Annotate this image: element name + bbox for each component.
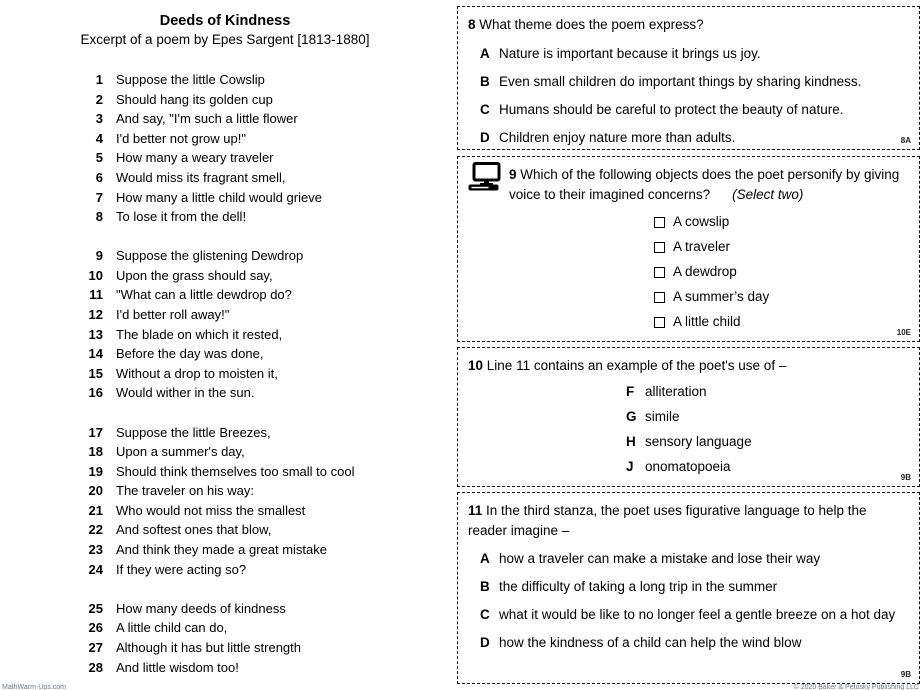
checkbox-label: A traveler [673,239,731,254]
line-text: Suppose the glistening Dewdrop [116,248,304,264]
line-number: 5 [95,150,103,166]
checkbox-option-dewdrop[interactable] [654,263,909,281]
line-number: 21 [88,502,103,518]
option-letter: D [480,129,490,145]
line-text: Should hang its golden cup [116,91,273,107]
option-text: sensory language [645,433,752,449]
line-text: If they were acting so? [116,561,247,577]
poem-line [0,207,450,227]
poem-line [0,618,450,638]
question-9-box [457,156,920,342]
line-text: Who would not miss the smallest [116,502,306,518]
poem-line [0,168,450,188]
line-number: 23 [88,542,103,558]
poem-line [0,599,450,619]
option-letter: A [480,45,490,61]
poem-line [0,383,450,403]
checkbox-icon[interactable] [654,242,665,253]
poem-line [0,481,450,501]
poem-line [0,638,450,658]
poem-body [0,70,450,677]
poem-title: Deeds of Kindness [159,13,291,29]
line-number: 20 [88,483,103,499]
line-text: Upon the grass should say, [116,267,273,283]
line-text: Would wither in the sun. [116,385,255,401]
poem-line [0,560,450,580]
poem-line [0,285,450,305]
poem-line [0,462,450,482]
question-9-text [468,165,909,204]
option-text: simile [645,408,680,424]
checkbox-option-little-child[interactable] [654,313,909,331]
poem-line [0,305,450,325]
stanza-1 [0,70,450,227]
question-stem: In the third stanza, the poet uses figurative language to help the reader imagine – [468,503,867,538]
line-number: 12 [88,307,103,323]
line-number: 11 [89,287,103,303]
checkbox-option-summers-day[interactable] [654,288,909,306]
option-letter: F [626,383,635,399]
line-number: 25 [88,600,103,616]
question-stem: Line 11 contains an example of the poet's use of – [486,358,787,373]
question-11-options [468,549,909,652]
checkbox-label: A little child [673,314,741,329]
line-text: "What can a little dewdrop do? [116,287,292,303]
item-code-badge: 9B [900,473,911,482]
line-number: 8 [95,209,103,225]
line-number: 22 [88,522,103,538]
question-number: 9 [509,167,517,182]
poem-line [0,344,450,364]
option-text: Even small children do important things by sharing kindness. [499,73,862,89]
line-number: 24 [88,561,103,577]
question-11-box [457,492,920,684]
line-number: 7 [95,189,103,205]
line-text: Upon a summer's day, [116,444,245,460]
line-number: 13 [88,326,103,342]
line-number: 2 [95,91,103,107]
poem-line [0,129,450,149]
item-code-badge: 10E [896,328,911,337]
line-text: Without a drop to moisten it, [116,365,278,381]
question-8-box [457,6,920,150]
answer-option-c [468,605,909,624]
option-letter: G [626,408,637,424]
line-text: Suppose the little Breezes, [116,424,271,440]
line-number: 6 [95,169,103,185]
checkbox-icon[interactable] [654,217,665,228]
checkbox-label: A cowslip [673,214,730,229]
option-letter: B [480,73,490,89]
line-text: And say, "I'm such a little flower [116,111,298,127]
stanza-3 [0,423,450,580]
option-letter: H [626,433,636,449]
computer-icon [468,162,504,189]
line-text: I'd better not grow up!" [116,130,246,146]
poem-line [0,501,450,521]
question-number: 10 [468,358,484,373]
option-letter: J [626,458,634,474]
poem-line [0,658,450,678]
checkbox-icon[interactable] [654,267,665,278]
poem-line [0,540,450,560]
footer-copyright: © 2020 Baker & Petosky Publishing LLC [793,684,919,690]
poem-line [0,520,450,540]
line-text: And softest ones that blow, [116,522,272,538]
answer-option-f [626,382,909,401]
option-letter: B [480,579,490,594]
option-letter: D [480,635,490,650]
answer-option-h [626,432,909,451]
line-number: 17 [88,424,103,440]
checkbox-list [654,213,909,331]
stanza-2 [0,246,450,403]
question-number: 8 [468,17,476,32]
poem-line [0,442,450,462]
option-text: Nature is important because it brings us joy. [499,45,761,61]
line-number: 4 [95,130,103,146]
option-letter: A [480,551,490,566]
answer-option-b [468,72,909,91]
question-11-text [468,501,909,540]
question-10-box [457,347,920,487]
option-letter: C [480,101,490,117]
line-text: How many a weary traveler [116,150,274,166]
item-code-badge: 8A [900,136,911,145]
checkbox-option-traveler[interactable] [654,238,909,256]
poem-line [0,90,450,110]
option-text: alliteration [645,383,707,399]
question-10-text [468,356,909,376]
poem-line [0,364,450,384]
poem-line [0,325,450,345]
line-number: 18 [88,444,103,460]
answer-option-a [468,44,909,63]
line-text: And little wisdom too! [116,659,239,675]
line-text: How many a little child would grieve [116,189,322,205]
checkbox-label: A dewdrop [673,264,737,279]
line-number: 10 [88,267,103,283]
line-text: The blade on which it rested, [116,326,283,342]
select-two-note: (Select two) [732,186,804,202]
line-number: 16 [88,385,103,401]
checkbox-icon[interactable] [654,317,665,328]
option-text: Children enjoy nature more than adults. [499,129,736,145]
stanza-4 [0,599,450,677]
poem-line [0,109,450,129]
option-text: what it would be like to no longer feel a gentle breeze on a hot day [499,607,896,622]
footer-watermark-left: MathWarm-Ups.com [2,684,66,690]
line-text: Before the day was done, [116,346,264,362]
line-number: 1 [95,72,103,87]
line-number: 19 [88,463,103,479]
checkbox-icon[interactable] [654,292,665,303]
poem-subtitle: Excerpt of a poem by Epes Sargent [1813-1880] [80,32,370,47]
poem-line [0,148,450,168]
line-text: Although it has but little strength [116,639,302,655]
question-stem: Which of the following objects does the poet personify by giving voice to their imagined concerns? [509,167,900,202]
poem-pane [0,0,450,690]
question-8-options [468,44,909,147]
poem-line [0,246,450,266]
poem-line [0,188,450,208]
line-number: 14 [88,346,103,362]
option-text: Humans should be careful to protect the beauty of nature. [499,101,844,117]
question-8-text [468,15,909,35]
answer-option-g [626,407,909,426]
checkbox-option-cowslip[interactable] [654,213,909,231]
question-number: 11 [468,503,483,518]
poem-line [0,423,450,443]
answer-option-a [468,549,909,568]
line-number: 15 [88,365,103,381]
line-number: 28 [88,659,103,675]
line-number: 3 [95,111,103,127]
answer-option-d [468,633,909,652]
option-text: how the kindness of a child can help the wind blow [499,635,802,650]
line-text: Should think themselves too small to cool [116,463,355,479]
item-code-badge: 9B [900,670,911,679]
line-text: Would miss its fragrant smell, [116,169,286,185]
option-letter: C [480,607,490,622]
line-text: I'd better roll away!" [116,307,230,323]
option-text: the difficulty of taking a long trip in the summer [499,579,778,594]
line-text: A little child can do, [116,620,228,636]
line-text: Suppose the little Cowslip [116,72,265,87]
answer-option-d [468,128,909,147]
line-number: 26 [88,620,103,636]
question-stem: What theme does the poem express? [479,17,704,32]
poem-line [0,266,450,286]
answer-option-b [468,577,909,596]
line-number: 9 [95,248,103,264]
line-text: To lose it from the dell! [116,209,247,225]
poem-line [0,70,450,90]
question-10-options [626,382,909,476]
answer-option-j [626,457,909,476]
checkbox-label: A summer’s day [673,289,770,304]
answer-option-c [468,100,909,119]
line-text: The traveler on his way: [116,483,255,499]
option-text: onomatopoeia [645,458,731,474]
line-number: 27 [88,639,103,655]
line-text: How many deeds of kindness [116,600,286,616]
option-text: how a traveler can make a mistake and lose their way [499,551,821,566]
line-text: And think they made a great mistake [116,542,328,558]
